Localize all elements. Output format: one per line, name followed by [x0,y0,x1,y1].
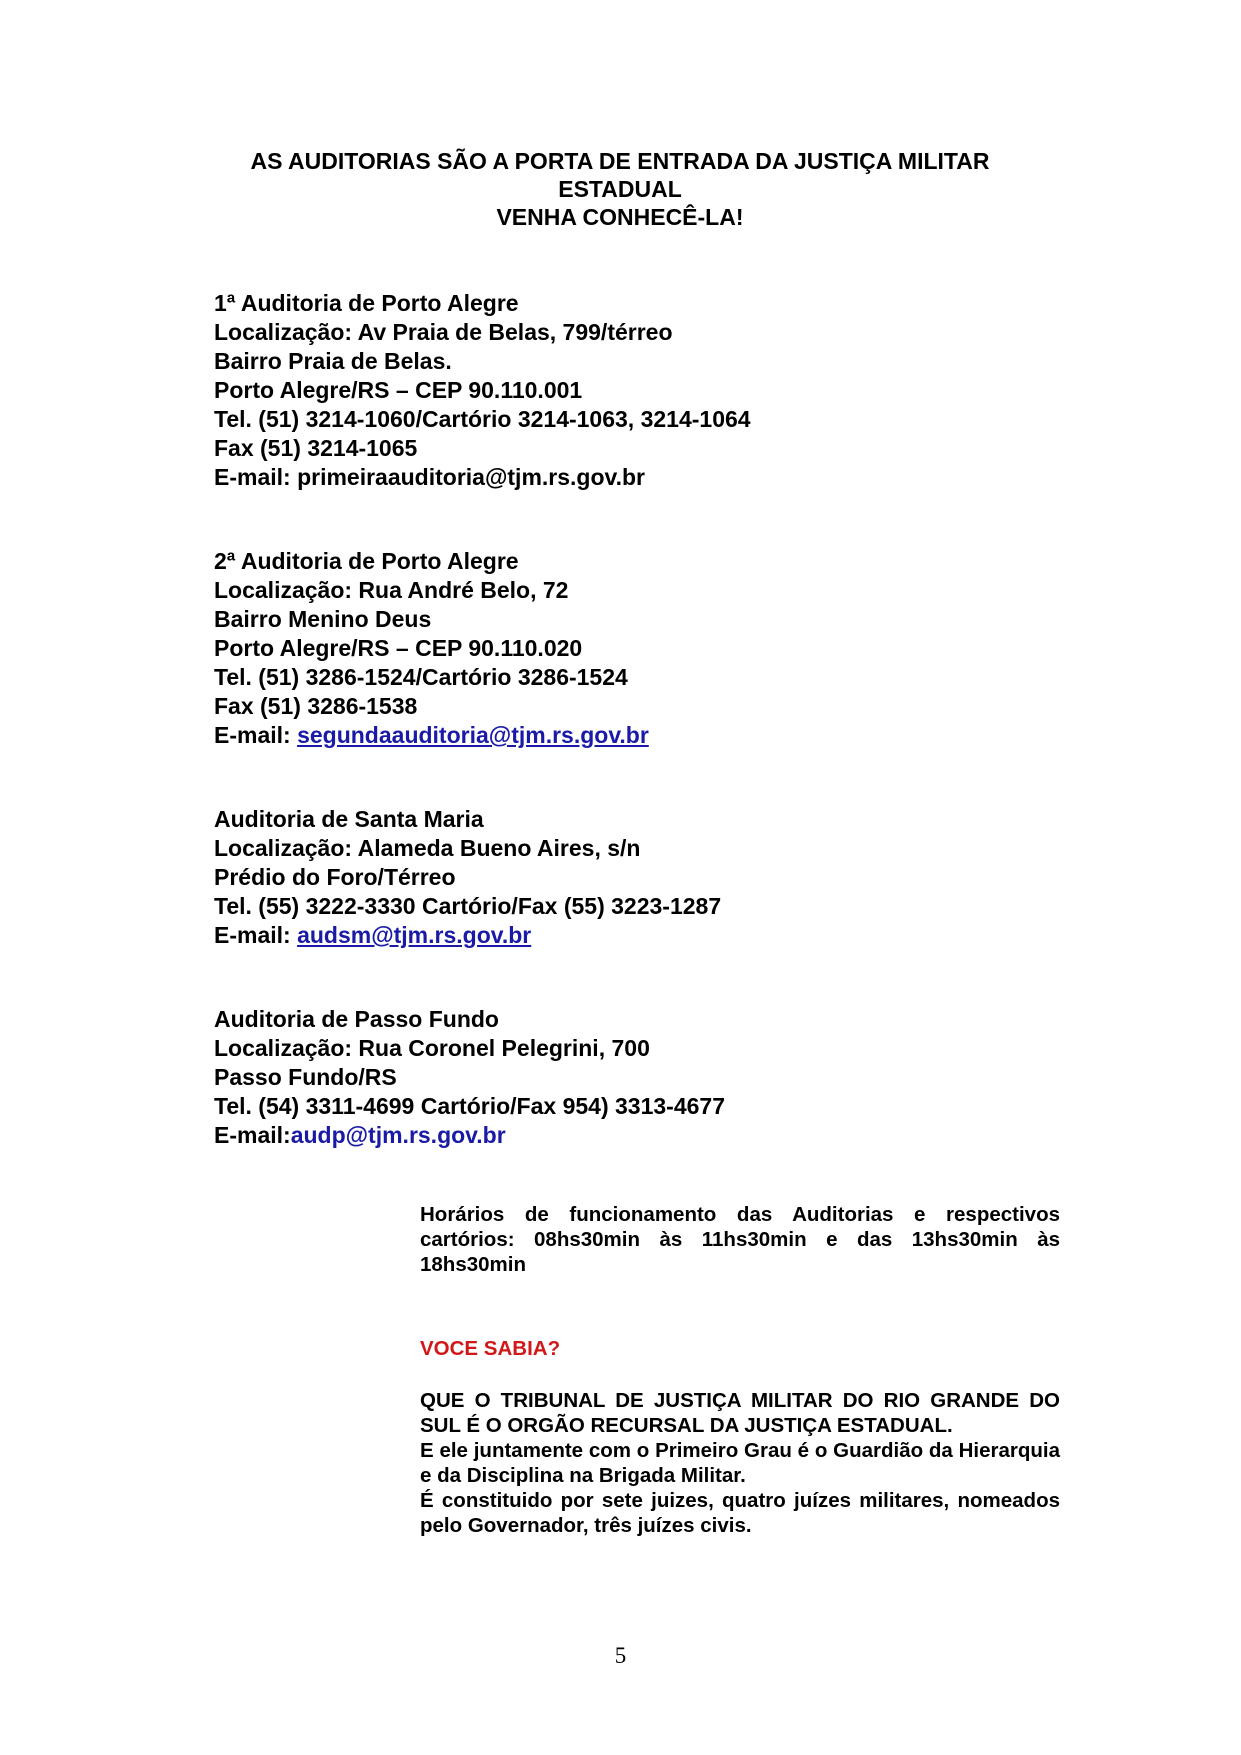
auditoria-fax: Fax (51) 3214-1065 [214,435,418,461]
auditoria-block-passo-fundo [214,1005,725,1150]
auditoria-location: Localização: Rua André Belo, 72 [214,577,569,603]
auditoria-phone: Tel. (55) 3222-3330 Cartório/Fax (55) 3223-1287 [214,893,722,919]
email-text: primeiraauditoria@tjm.rs.gov.br [297,464,645,490]
did-you-know-paragraph-1: E ele juntamente com o Primeiro Grau é o Guardião da Hierarquia e da Disciplina na Brigada Militar. [420,1439,1060,1487]
auditoria-email-line [214,1121,725,1150]
email-link[interactable]: segundaauditoria@tjm.rs.gov.br [297,722,649,748]
auditoria-email-line [214,463,751,492]
auditoria-name: 2ª Auditoria de Porto Alegre [214,548,519,574]
auditoria-email-line [214,721,649,750]
page-number: 5 [614,1643,627,1668]
auditoria-city: Porto Alegre/RS – CEP 90.110.020 [214,635,583,661]
email-label: E-mail: [214,1122,291,1148]
did-you-know-paragraph-2: É constituido por sete juizes, quatro juízes militares, nomeados pelo Governador, três juízes civis. [420,1489,1060,1537]
auditoria-city: Passo Fundo/RS [214,1064,397,1090]
auditoria-block-1 [214,289,751,492]
auditoria-phone: Tel. (51) 3286-1524/Cartório 3286-1524 [214,664,628,690]
auditoria-name: Auditoria de Passo Fundo [214,1006,499,1032]
auditoria-city: Porto Alegre/RS – CEP 90.110.001 [214,377,583,403]
did-you-know-heading: VOCE SABIA? [420,1337,561,1360]
auditoria-neighborhood: Bairro Praia de Belas. [214,348,452,374]
email-link[interactable]: audp@tjm.rs.gov.br [290,1122,506,1148]
auditoria-location: Localização: Alameda Bueno Aires, s/n [214,835,641,861]
auditoria-block-2 [214,547,649,750]
auditoria-phone: Tel. (51) 3214-1060/Cartório 3214-1063, 3214-1064 [214,406,751,432]
auditoria-neighborhood: Bairro Menino Deus [214,606,432,632]
header-line-2: ESTADUAL [558,176,682,202]
auditoria-phone: Tel. (54) 3311-4699 Cartório/Fax 954) 3313-4677 [214,1093,725,1119]
email-label: E-mail: [214,722,298,748]
auditoria-name: 1ª Auditoria de Porto Alegre [214,290,519,316]
auditoria-name: Auditoria de Santa Maria [214,806,484,832]
auditoria-fax: Fax (51) 3286-1538 [214,693,418,719]
opening-hours: Horários de funcionamento das Auditorias e respectivos cartórios: 08hs30min às 11hs30min e das 13hs30min às 18hs30min [420,1203,1060,1276]
auditoria-location: Localização: Av Praia de Belas, 799/térreo [214,319,673,345]
header-line-1: AS AUDITORIAS SÃO A PORTA DE ENTRADA DA JUSTIÇA MILITAR [250,148,990,174]
auditoria-block-santa-maria [214,805,721,950]
email-label: E-mail: [214,464,298,490]
email-label: E-mail: [214,922,298,948]
auditoria-location: Localização: Rua Coronel Pelegrini, 700 [214,1035,650,1061]
did-you-know-statement: QUE O TRIBUNAL DE JUSTIÇA MILITAR DO RIO GRANDE DO SUL É O ORGÃO RECURSAL DA JUSTIÇA ESTADUAL. [420,1389,1060,1437]
did-you-know-body [420,1388,1060,1538]
auditoria-building: Prédio do Foro/Térreo [214,864,456,890]
page-header [190,147,1050,231]
email-link[interactable]: audsm@tjm.rs.gov.br [297,922,532,948]
auditoria-email-line [214,921,721,950]
header-line-3: VENHA CONHECÊ-LA! [496,204,744,230]
